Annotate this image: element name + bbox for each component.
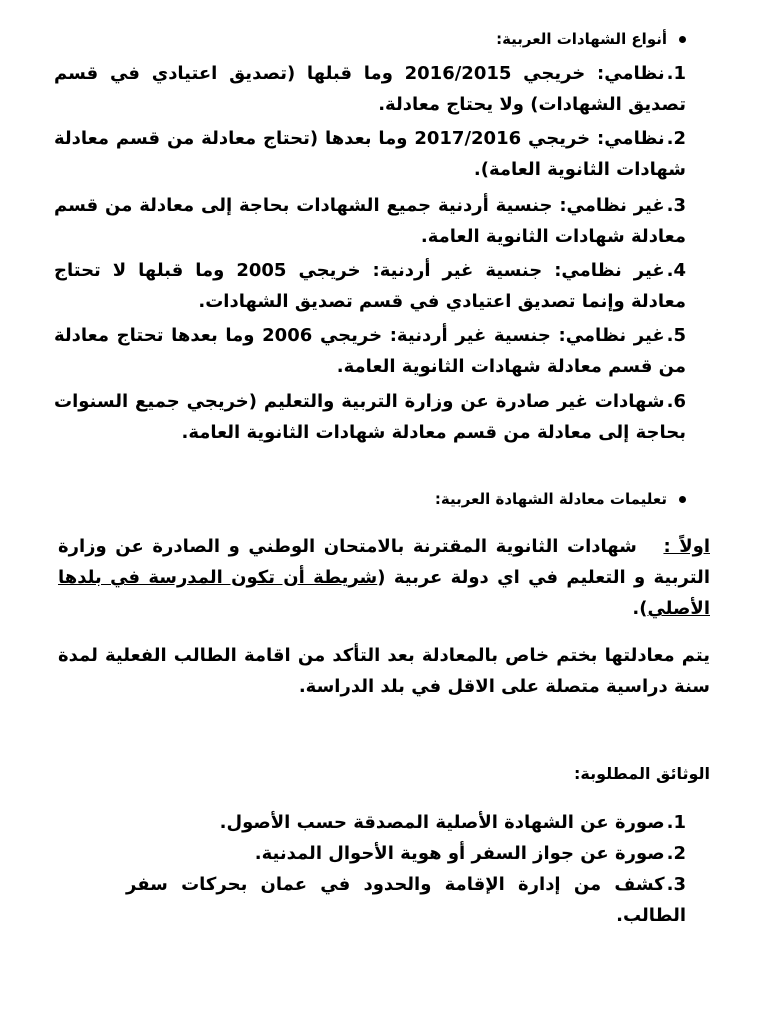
bullet-dot [679, 36, 686, 43]
item-number: 6. [666, 391, 686, 412]
item-text: نظامي: خريجي 2017/2016 وما بعدها (تحتاج معادلة من قسم معادلة شهادات الثانوية العامة). [54, 128, 686, 180]
item-text: غير نظامي: جنسية أردنية جميع الشهادات بحاجة إلى معادلة من قسم معادلة شهادات الثانوية العامة. [54, 195, 686, 247]
types-item-4 [54, 255, 686, 317]
item-text: كشف من إدارة الإقامة والحدود في عمان بحركات سفر الطالب. [126, 874, 686, 926]
item-number: 1. [666, 812, 686, 833]
item-text: شهادات غير صادرة عن وزارة التربية والتعليم (خريجي جميع السنوات بحاجة إلى معادلة من قسم معادلة شهادات الثانوية العامة. [54, 391, 686, 443]
types-item-6 [54, 386, 686, 448]
types-item-5 [54, 320, 686, 382]
item-text: صورة عن الشهادة الأصلية المصدقة حسب الأصول. [219, 812, 665, 833]
item-text: نظامي: خريجي 2016/2015 وما قبلها (تصديق اعتيادي في قسم تصديق الشهادات) ولا يحتاج معادلة. [54, 63, 686, 115]
item-number: 2. [666, 128, 686, 149]
item-text: صورة عن جواز السفر أو هوية الأحوال المدنية. [254, 843, 665, 864]
types-item-1 [54, 58, 686, 120]
bullet-dot [679, 496, 686, 503]
types-heading-text: أنواع الشهادات العربية: [496, 30, 667, 48]
types-heading [496, 30, 686, 48]
first-end: ). [632, 598, 648, 619]
documents-heading: الوثائق المطلوبة: [573, 764, 710, 783]
item-number: 3. [666, 874, 686, 895]
first-condition: شريطة أن تكون المدرسة في بلدها الأصلي [58, 567, 710, 619]
first-text: شهادات الثانوية المقترنة بالامتحان الوطني و الصادرة عن وزارة التربية و التعليم في اي دولة عربية ( [58, 536, 710, 588]
instructions-heading-text: تعليمات معادلة الشهادة العربية: [434, 490, 667, 508]
documents-item-2 [126, 838, 686, 869]
item-number: 2. [666, 843, 686, 864]
item-number: 5. [666, 325, 687, 346]
item-number: 4. [666, 260, 687, 281]
documents-item-1 [126, 807, 686, 838]
item-text: غير نظامي: جنسية غير أردنية: خريجي 2006 وما بعدها تحتاج معادلة من قسم معادلة شهادات الثانوية العامة. [54, 325, 686, 377]
item-number: 3. [666, 195, 686, 216]
documents-item-3 [126, 869, 686, 931]
item-number: 1. [666, 63, 686, 84]
types-item-2 [54, 123, 686, 185]
instructions-heading [435, 490, 686, 508]
item-text: غير نظامي: جنسية غير أردنية: خريجي 2005 وما قبلها لا تحتاج معادلة وإنما تصديق اعتيادي في قسم تصديق الشهادات. [54, 260, 686, 312]
first-label: اولاً : [663, 536, 710, 557]
instructions-second-paragraph: يتم معادلتها بختم خاص بالمعادلة بعد التأكد من اقامة الطالب الفعلية لمدة سنة دراسية متصلة على الاقل في بلد الدراسة. [58, 645, 710, 697]
instructions-first-paragraph [58, 531, 710, 624]
types-item-3 [54, 190, 686, 252]
